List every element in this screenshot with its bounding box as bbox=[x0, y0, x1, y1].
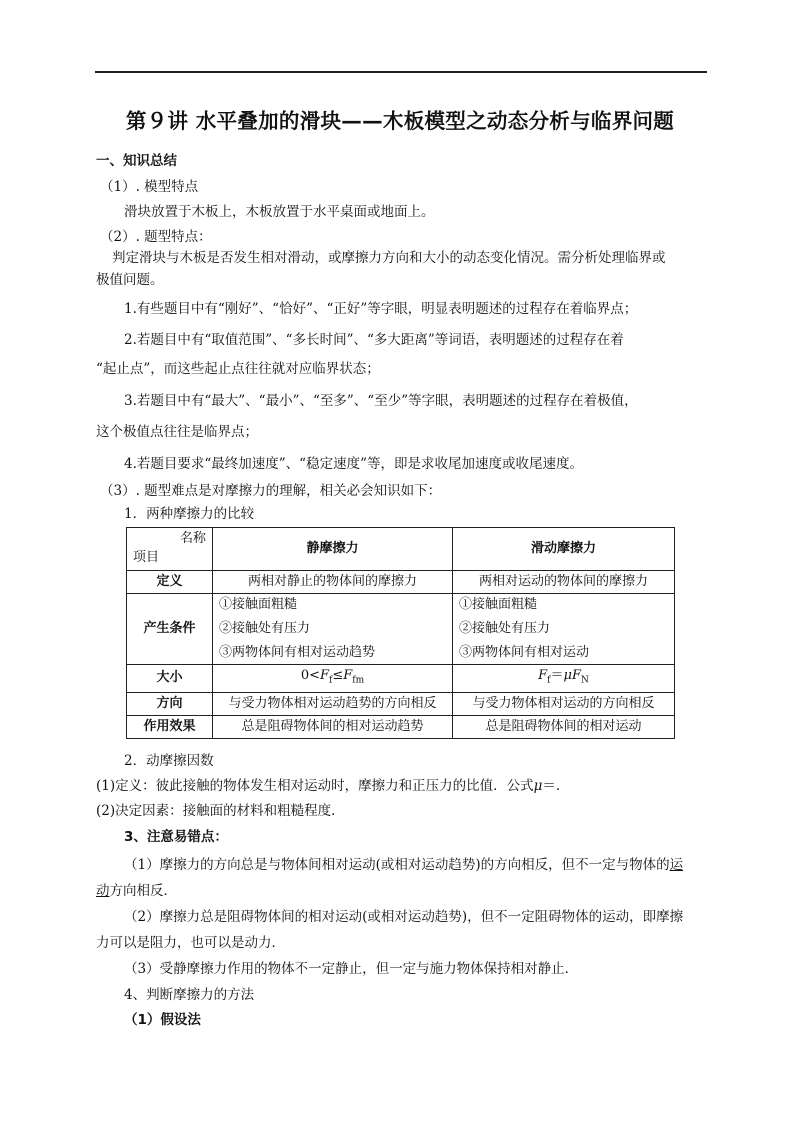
size-sliding-mu: μ bbox=[563, 668, 572, 683]
coefficient-mu-symbol: μ bbox=[533, 778, 543, 794]
cell-cond-sliding bbox=[453, 594, 675, 665]
item-1: 1.有些题目中有“刚好”、“恰好”、“正好”等字眼，明显表明题述的过程存在着临界点； bbox=[124, 301, 638, 317]
table-row bbox=[127, 665, 675, 693]
cond-sliding-2: ②接触处有压力 bbox=[459, 621, 551, 636]
cond-static-2: ②接触处有压力 bbox=[219, 621, 311, 636]
model-features-heading: （1）. 模型特点 bbox=[100, 179, 199, 195]
question-features-heading: （2）. 题型特点： bbox=[100, 229, 212, 245]
cond-sliding-1: ①接触面粗糙 bbox=[459, 597, 538, 612]
friction-comparison-table bbox=[126, 527, 675, 739]
row-label-conditions: 产生条件 bbox=[127, 594, 213, 665]
note-1-text: （1）摩擦力的方向总是与物体间相对运动(或相对运动趋势)的方向相反，但不一定与物体的 bbox=[124, 857, 670, 873]
size-static-sub-fm: fm bbox=[352, 675, 365, 686]
difficulty-heading: （3）. 题型难点是对摩擦力的理解，相关必会知识如下： bbox=[100, 483, 442, 499]
table-corner-cell bbox=[127, 528, 213, 571]
note-1-line-1 bbox=[124, 856, 683, 874]
header-sliding-friction: 滑动摩擦力 bbox=[453, 528, 675, 571]
size-static-Fm: F bbox=[343, 668, 353, 683]
row-label-magnitude: 大小 bbox=[127, 665, 213, 693]
table-header-row bbox=[127, 528, 675, 571]
item-2-line-1: 2.若题目中有“取值范围”、“多长时间”、“多大距离”等词语，表明题述的过程存在着 bbox=[124, 332, 624, 348]
coefficient-heading: 2．动摩擦因数 bbox=[124, 753, 214, 769]
coefficient-formula-end: ＝. bbox=[542, 778, 561, 794]
item-2-line-2: “起止点”，而这些起止点往往就对应临界状态； bbox=[96, 361, 380, 377]
size-static-le: ≤ bbox=[332, 668, 344, 683]
cond-static-1: ①接触面粗糙 bbox=[219, 597, 298, 612]
item-3-line-2: 这个极值点往往是临界点； bbox=[96, 424, 258, 440]
cond-static-3: ③两物体间有相对运动趋势 bbox=[219, 645, 376, 660]
cell-size-sliding bbox=[453, 665, 675, 693]
assumption-method-heading: （1）假设法 bbox=[124, 1012, 201, 1028]
size-sliding-sub-N: N bbox=[581, 675, 589, 686]
cell-def-sliding: 两相对运动的物体间的摩擦力 bbox=[453, 571, 675, 594]
size-sliding-FN: F bbox=[571, 668, 581, 683]
cell-dir-sliding: 与受力物体相对运动的方向相反 bbox=[453, 692, 675, 715]
note-1-text-end: 方向相反． bbox=[109, 883, 177, 899]
note-2-line-1: （2）摩擦力总是阻碍物体间的相对运动(或相对运动趋势)，但不一定阻碍物体的运动，即摩擦 bbox=[124, 909, 684, 925]
table-row bbox=[127, 715, 675, 738]
header-item-label: 项目 bbox=[133, 550, 160, 565]
note-1-underlined-b: 动 bbox=[96, 883, 110, 899]
header-static-friction: 静摩擦力 bbox=[213, 528, 453, 571]
coefficient-definition-text: (1)定义：彼此接触的物体发生相对运动时，摩擦力和正压力的比值．公式 bbox=[96, 778, 534, 794]
header-rule bbox=[95, 71, 707, 73]
size-static-zero: 0< bbox=[300, 668, 320, 683]
cell-effect-sliding: 总是阻碍物体间的相对运动 bbox=[453, 715, 675, 738]
row-label-definition: 定义 bbox=[127, 571, 213, 594]
model-features-text: 滑块放置于木板上，木板放置于水平桌面或地面上。 bbox=[124, 204, 435, 220]
row-label-effect: 作用效果 bbox=[127, 715, 213, 738]
note-1-line-2 bbox=[96, 882, 177, 900]
coefficient-factors: (2)决定因素：接触面的材料和粗糙程度． bbox=[96, 803, 345, 819]
note-3: （3）受静摩擦力作用的物体不一定静止，但一定与施力物体保持相对静止． bbox=[124, 961, 579, 977]
cell-size-static bbox=[213, 665, 453, 693]
size-sliding-sub-f: f bbox=[547, 675, 551, 686]
error-prone-heading: 3、注意易错点： bbox=[124, 829, 228, 845]
size-static-F: F bbox=[319, 668, 330, 683]
size-sliding-eq: ＝ bbox=[550, 668, 564, 683]
cell-def-static: 两相对静止的物体间的摩擦力 bbox=[213, 571, 453, 594]
coefficient-definition bbox=[96, 777, 560, 795]
table-row bbox=[127, 571, 675, 594]
cell-effect-static: 总是阻碍物体间的相对运动趋势 bbox=[213, 715, 453, 738]
row-label-direction: 方向 bbox=[127, 692, 213, 715]
cell-cond-static bbox=[213, 594, 453, 665]
method-heading: 4、判断摩擦力的方法 bbox=[124, 987, 255, 1003]
cell-dir-static: 与受力物体相对运动趋势的方向相反 bbox=[213, 692, 453, 715]
size-sliding-F: F bbox=[538, 668, 548, 683]
table-caption: 1．两种摩擦力的比较 bbox=[124, 506, 255, 522]
note-2-line-2: 力可以是阻力，也可以是动力． bbox=[96, 935, 285, 951]
table-row bbox=[127, 692, 675, 715]
cond-sliding-3: ③两物体间有相对运动 bbox=[459, 645, 590, 660]
table-row bbox=[127, 594, 675, 665]
size-static-sub-f: f bbox=[329, 675, 333, 686]
page-title: 第９讲 水平叠加的滑块——木板模型之动态分析与临界问题 bbox=[125, 109, 675, 133]
question-features-text-1: 判定滑块与木板是否发生相对滑动，或摩擦力方向和大小的动态变化情况。需分析处理临界或 bbox=[112, 250, 666, 266]
section-knowledge-summary: 一、知识总结 bbox=[96, 153, 177, 169]
item-3-line-1: 3.若题目中有“最大”、“最小”、“至多”、“至少”等字眼，表明题述的过程存在着极值， bbox=[124, 393, 638, 409]
question-features-text-2: 极值问题。 bbox=[96, 272, 164, 288]
header-name-label: 名称 bbox=[179, 531, 206, 546]
item-4: 4.若题目要求“最终加速度”、“稳定速度”等，即是求收尾加速度或收尾速度。 bbox=[124, 456, 583, 472]
note-1-underlined-a: 运 bbox=[669, 857, 684, 873]
